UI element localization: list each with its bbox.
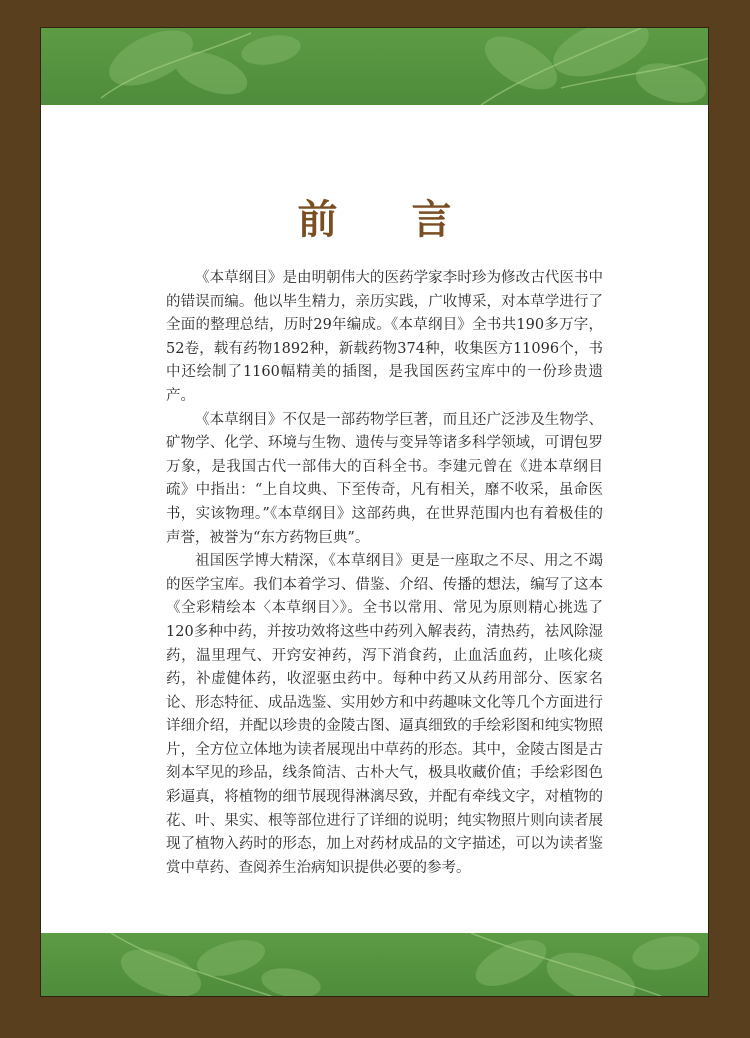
paragraph-2: 《本草纲目》不仅是一部药物学巨著，而且还广泛涉及生物学、矿物学、化学、环境与生物、遗传与变异等诸多科学领域，可谓包罗万象，是我国古代一部伟大的百科全书。李建元曾在《进本草纲目疏》中指出：“上自坟典、下至传奇，凡有相关，靡不收采，虽命医书，实该物理。”《本草纲目》这部药典，在世界范围内也有着极佳的声誉，被誉为“东方药物巨典”。: [166, 411, 603, 546]
preface-body: [166, 267, 603, 880]
leaf-decoration-icon: [41, 28, 708, 105]
paragraph-3: 祖国医学博大精深，《本草纲目》更是一座取之不尽、用之不竭的医学宝库。我们本着学习、借鉴、介绍、传播的想法，编写了这本《全彩精绘本〈本草纲目〉》。全书以常用、常见为原则精心挑选了120多种中药，并按功效将这些中药列入解表药，清热药，祛风除湿药，温里理气、开窍安神药，泻下消食药，止血活血药，止咳化痰药，补虚健体药，收涩驱虫药中。每种中药又从药用部分、医家名论、形态特征、成品选鉴、实用妙方和中药趣味文化等几个方面进行详细介绍，并配以珍贵的金陵古图、逼真细致的手绘彩图和纯实物照片，全方位立体地为读者展现出中草药的形态。其中，金陵古图是古刻本罕见的珍品，线条简洁、古朴大气，极具收藏价值；手绘彩图色彩逼真，将植物的细节展现得淋漓尽致，并配有牵线文字，对植物的花、叶、果实、根等部位进行了详细的说明；纯实物照片则向读者展现了植物入药时的形态，加上对药材成品的文字描述，可以为读者鉴赏中草药、查阅养生治病知识提供必要的参考。: [166, 553, 603, 876]
page-title: 前 言: [297, 196, 482, 243]
paragraph-1: 《本草纲目》是由明朝伟大的医药学家李时珍为修改古代医书中的错误而编。他以毕生精力，亲历实践，广收博采，对本草学进行了全面的整理总结，历时29年编成。《本草纲目》全书共190多万字，52卷，载有药物1892种，新载药物374种，收集医方11096个，书中还绘制了1160幅精美的插图，是我国医药宝库中的一份珍贵遗产。: [166, 270, 603, 404]
leaf-decoration-icon: [41, 933, 708, 996]
top-leaf-banner: [41, 28, 708, 105]
preface-page: [40, 27, 709, 997]
bottom-leaf-banner: [41, 933, 708, 996]
